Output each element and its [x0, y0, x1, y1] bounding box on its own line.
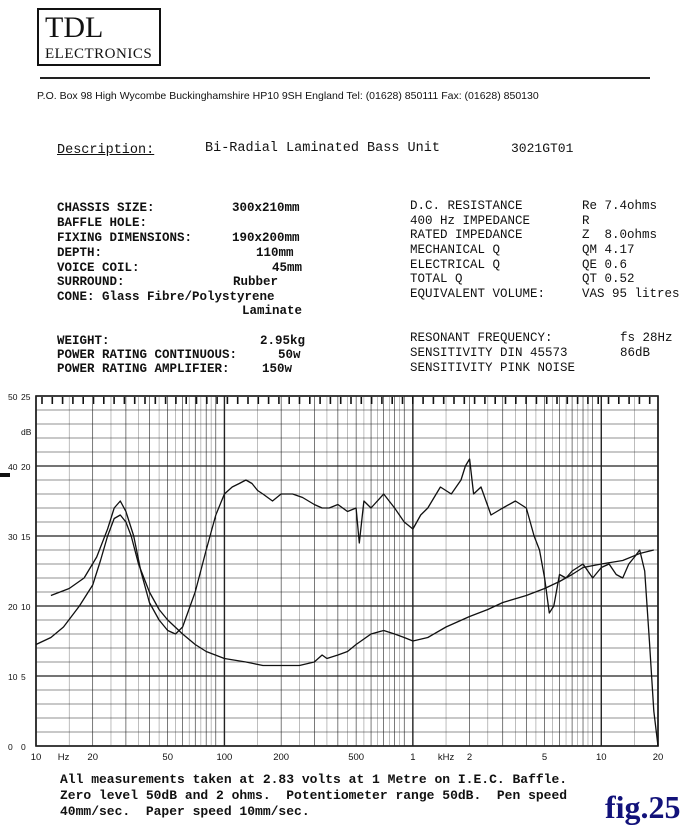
x-tick-label: 1	[410, 752, 416, 763]
y-tick-label-db: 50	[8, 392, 18, 402]
spec-value: Laminate	[242, 304, 303, 318]
y-tick-label-ohm: 5	[21, 672, 26, 682]
rating-label: WEIGHT:	[57, 334, 110, 348]
response-curve	[51, 459, 658, 746]
spec-value: QM 4.17	[582, 243, 635, 257]
spec-value: 110mm	[256, 246, 294, 260]
x-tick-label: 5	[541, 752, 548, 763]
x-tick-label: 10	[30, 752, 42, 763]
chart-svg	[0, 388, 700, 766]
x-tick-label: 10	[595, 752, 607, 763]
spec-value: Rubber	[233, 275, 279, 289]
spec-label: DEPTH:	[57, 246, 103, 260]
spec-label: BAFFLE HOLE:	[57, 216, 148, 230]
spec-value: R	[582, 214, 590, 228]
y-tick-label-db: 10	[8, 672, 18, 682]
rating-label: POWER RATING AMPLIFIER:	[57, 362, 230, 376]
y-tick-label-ohm: 25	[21, 392, 31, 402]
spec-label: MECHANICAL Q	[410, 243, 501, 257]
spec-value: 300x210mm	[232, 201, 300, 215]
y-tick-label-ohm: 0	[21, 742, 26, 752]
x-tick-label: Hz	[57, 752, 70, 763]
description-label: Description:	[57, 143, 155, 158]
rating-value: 86dB	[620, 346, 651, 360]
spec-value: Z 8.0ohms	[582, 228, 658, 242]
chart-grid	[36, 396, 658, 746]
company-address: P.O. Box 98 High Wycombe Buckinghamshire HP10 9SH England Tel: (01628) 850111 Fax: (01628) 850130	[37, 90, 539, 102]
rating-label: SENSITIVITY DIN 45573	[410, 346, 568, 360]
model-number: 3021GT01	[511, 141, 574, 156]
rating-value: 2.95kg	[260, 334, 306, 348]
y-tick-label-ohm: 10	[21, 602, 31, 612]
chart-curves	[36, 459, 658, 746]
y-tick-label-db: 0	[8, 742, 13, 752]
spec-value: VAS 95 litres	[582, 287, 680, 301]
spec-value: QT 0.52	[582, 272, 635, 286]
spec-label: EQUIVALENT VOLUME:	[410, 287, 546, 301]
rating-value: 50w	[278, 348, 301, 362]
figure-label: fig.25	[605, 789, 681, 825]
logo-main-text: TDL	[45, 11, 104, 44]
rating-value: fs 28Hz	[620, 331, 673, 345]
rating-label: RESONANT FREQUENCY:	[410, 331, 553, 345]
spec-label: RATED IMPEDANCE	[410, 228, 523, 242]
x-tick-label: 100	[216, 752, 233, 763]
spec-label: CHASSIS SIZE:	[57, 201, 155, 215]
spec-label: CONE: Glass Fibre/Polystyrene	[57, 290, 275, 304]
y-tick-label-db: 40	[8, 462, 18, 472]
logo-sub-text: ELECTRONICS	[45, 46, 153, 62]
spec-label: ELECTRICAL Q	[410, 258, 501, 272]
spec-label: 400 Hz IMPEDANCE	[410, 214, 531, 228]
chart-frame	[36, 396, 658, 746]
spec-value: QE 0.6	[582, 258, 628, 272]
y-tick-label-ohm: dB	[21, 427, 32, 437]
rating-value: 150w	[262, 362, 293, 376]
x-tick-label: 500	[348, 752, 365, 763]
x-tick-label: 20	[87, 752, 99, 763]
x-tick-label: kHz	[437, 752, 455, 763]
rating-label: POWER RATING CONTINUOUS:	[57, 348, 238, 362]
spec-label: FIXING DIMENSIONS:	[57, 231, 193, 245]
description-value: Bi-Radial Laminated Bass Unit	[205, 141, 440, 156]
impedance-curve	[36, 515, 654, 666]
spec-label: TOTAL Q	[410, 272, 463, 286]
x-tick-label: 50	[162, 752, 173, 763]
frequency-response-chart	[0, 388, 700, 766]
y-tick-label-ohm: 15	[21, 532, 31, 542]
measurement-footnote: All measurements taken at 2.83 volts at 1 Metre on I.E.C. Baffle. Zero level 50dB and 2 ohms. Potentiometer range 50dB. Pen speed 40mm/sec. Paper speed 10mm/sec.	[60, 772, 568, 819]
x-tick-label: 2	[466, 752, 473, 763]
spec-value: Re 7.4ohms	[582, 199, 658, 213]
y-tick-label-ohm: 20	[21, 462, 31, 472]
spec-value: 45mm	[272, 261, 303, 275]
spec-value: 190x200mm	[232, 231, 300, 245]
spec-label: D.C. RESISTANCE	[410, 199, 523, 213]
rating-label: SENSITIVITY PINK NOISE	[410, 361, 576, 375]
header-divider	[40, 77, 650, 79]
y-tick-label-db: 20	[8, 602, 18, 612]
spec-label: VOICE COIL:	[57, 261, 140, 275]
y-tick-label-db: 30	[8, 532, 18, 542]
x-tick-label: 200	[273, 752, 290, 763]
x-tick-label: 20	[652, 752, 664, 763]
company-logo	[37, 8, 161, 66]
spec-label: SURROUND:	[57, 275, 125, 289]
